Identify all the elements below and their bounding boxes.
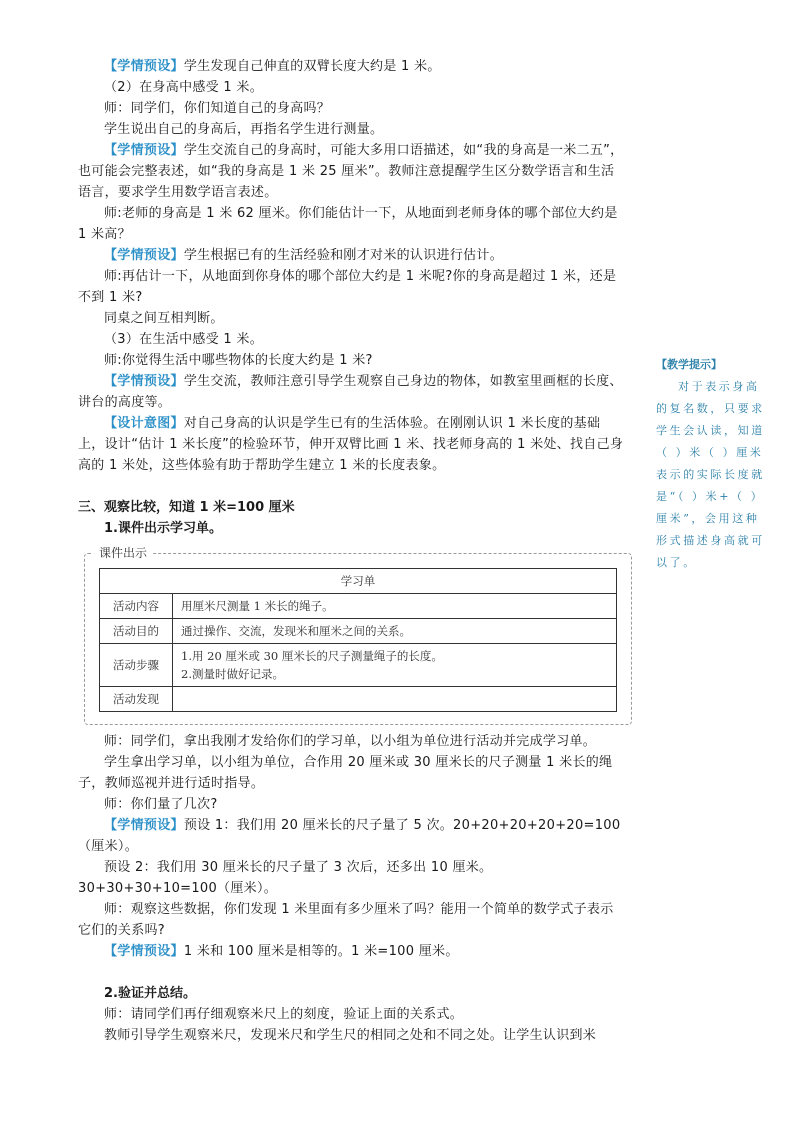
courseware-box [84, 546, 632, 725]
paragraph-text: 学生根据已有的生活经验和刚才对米的认识进行估计。 [183, 248, 504, 263]
tip-title: 【教学提示】 [656, 358, 722, 371]
paragraph-text: 学生交流，教师注意引导学生观察自己身边的物体，如教室里画框的长度、讲台的高度等。 [78, 374, 623, 410]
paragraph-text: 1 米和 100 厘米是相等的。1 米=100 厘米。 [183, 944, 459, 959]
lesson-body [78, 56, 626, 1046]
paragraph: 师:老师的身高是 1 米 62 厘米。你们能估计一下，从地面到老师身体的哪个部位大约是 1 米高？ [78, 206, 618, 242]
step-title: 2.验证并总结。 [104, 986, 196, 1001]
preset-tag: 【学情预设】 [104, 59, 184, 74]
paragraph: 师：观察这些数据，你们发现 1 米里面有多少厘米了吗？能用一个简单的数学式子表示它们的关系吗? [78, 902, 614, 938]
paragraph: 预设 2：我们用 30 厘米长的尺子量了 3 次后，还多出 10 厘米。30+30+30+10=100（厘米）。 [78, 860, 493, 896]
step-title: 1.课件出示学习单。 [104, 521, 222, 536]
courseware-label: 课件出示 [93, 545, 153, 561]
paragraph [78, 941, 626, 962]
paragraph-text: 学生交流自己的身高时，可能大多用口语描述，如“我的身高是一米二五”，也可能会完整表述，如“我的身高是 1 米 25 厘米”。教师注意提醒学生区分数学语言和生活语言，要求学生用数学语言表述。 [78, 143, 624, 200]
paragraph [78, 371, 626, 413]
paragraph-text: 对自己身高的认识是学生已有的生活体验。在刚刚认识 1 米长度的基础上，设计“估计 1 米长度”的检验环节，伸开双臂比画 1 米、找老师身高的 1 米处、找自己身高的 1 米处，这些体验有助于帮助学生建立 1 米的长度表象。 [78, 416, 624, 473]
worksheet-table [99, 568, 617, 712]
subsection-title: （2）在身高中感受 1 米。 [104, 80, 264, 95]
table-row [100, 619, 617, 644]
paragraph [78, 140, 626, 203]
paragraph [78, 56, 626, 77]
tip-body: 对于表示身高的复名数，只要求学生会认读，知道（ ）米（ ）厘米表示的实际长度就是“（ ）米+（ ）厘米”，会用这种形式描述身高就可以了。 [656, 380, 765, 569]
table-key: 活动发现 [100, 687, 173, 712]
table-row [100, 569, 617, 594]
paragraph [78, 413, 626, 476]
paragraph: 学生说出自己的身高后，再指名学生进行测量。 [104, 122, 384, 137]
table-key: 活动内容 [100, 594, 173, 619]
paragraph-text: 预设 1：我们用 20 厘米长的尺子量了 5 次。20+20+20+20+20=100（厘米）。 [78, 818, 621, 854]
table-value [173, 687, 617, 712]
paragraph: 学生拿出学习单，以小组为单位，合作用 20 厘米或 30 厘米长的尺子测量 1 米长的绳子，教师巡视并进行适时指导。 [78, 755, 613, 791]
preset-tag: 【学情预设】 [104, 248, 184, 263]
table-row [100, 687, 617, 712]
subsection-title: （3）在生活中感受 1 米。 [104, 332, 264, 347]
paragraph: 师：你们量了几次? [104, 797, 218, 812]
table-row [100, 644, 617, 687]
paragraph-text: 学生发现自己伸直的双臂长度大约是 1 米。 [183, 59, 441, 74]
paragraph [78, 815, 626, 857]
paragraph: 师：同学们，你们知道自己的身高吗？ [104, 101, 331, 116]
table-row [100, 594, 617, 619]
design-tag: 【设计意图】 [104, 416, 184, 431]
table-key: 活动目的 [100, 619, 173, 644]
preset-tag: 【学情预设】 [104, 143, 184, 158]
table-value: 用厘米尺测量 1 米长的绳子。 [173, 594, 617, 619]
table-value: 通过操作、交流，发现米和厘米之间的关系。 [173, 619, 617, 644]
preset-tag: 【学情预设】 [104, 818, 184, 833]
table-value [173, 644, 617, 687]
paragraph [78, 245, 626, 266]
step-line: 1.用 20 厘米或 30 厘米长的尺子测量绳子的长度。 [181, 649, 443, 663]
paragraph: 师：请同学们再仔细观察米尺上的刻度，验证上面的关系式。 [104, 1007, 464, 1022]
paragraph: 师：同学们，拿出我刚才发给你们的学习单，以小组为单位进行活动并完成学习单。 [104, 734, 597, 749]
teaching-tip [656, 354, 772, 574]
table-key: 活动步骤 [100, 644, 173, 687]
paragraph: 师:你觉得生活中哪些物体的长度大约是 1 米? [104, 353, 373, 368]
paragraph: 教师引导学生观察米尺，发现米尺和学生尺的相同之处和不同之处。让学生认识到米 [104, 1028, 597, 1043]
preset-tag: 【学情预设】 [104, 374, 184, 389]
preset-tag: 【学情预设】 [104, 944, 184, 959]
table-title: 学习单 [100, 569, 617, 594]
section-heading: 三、观察比较，知道 1 米=100 厘米 [78, 500, 295, 515]
step-line: 2.测量时做好记录。 [181, 667, 284, 681]
paragraph: 师:再估计一下，从地面到你身体的哪个部位大约是 1 米呢?你的身高是超过 1 米，还是不到 1 米? [78, 269, 617, 305]
paragraph: 同桌之间互相判断。 [104, 311, 224, 326]
